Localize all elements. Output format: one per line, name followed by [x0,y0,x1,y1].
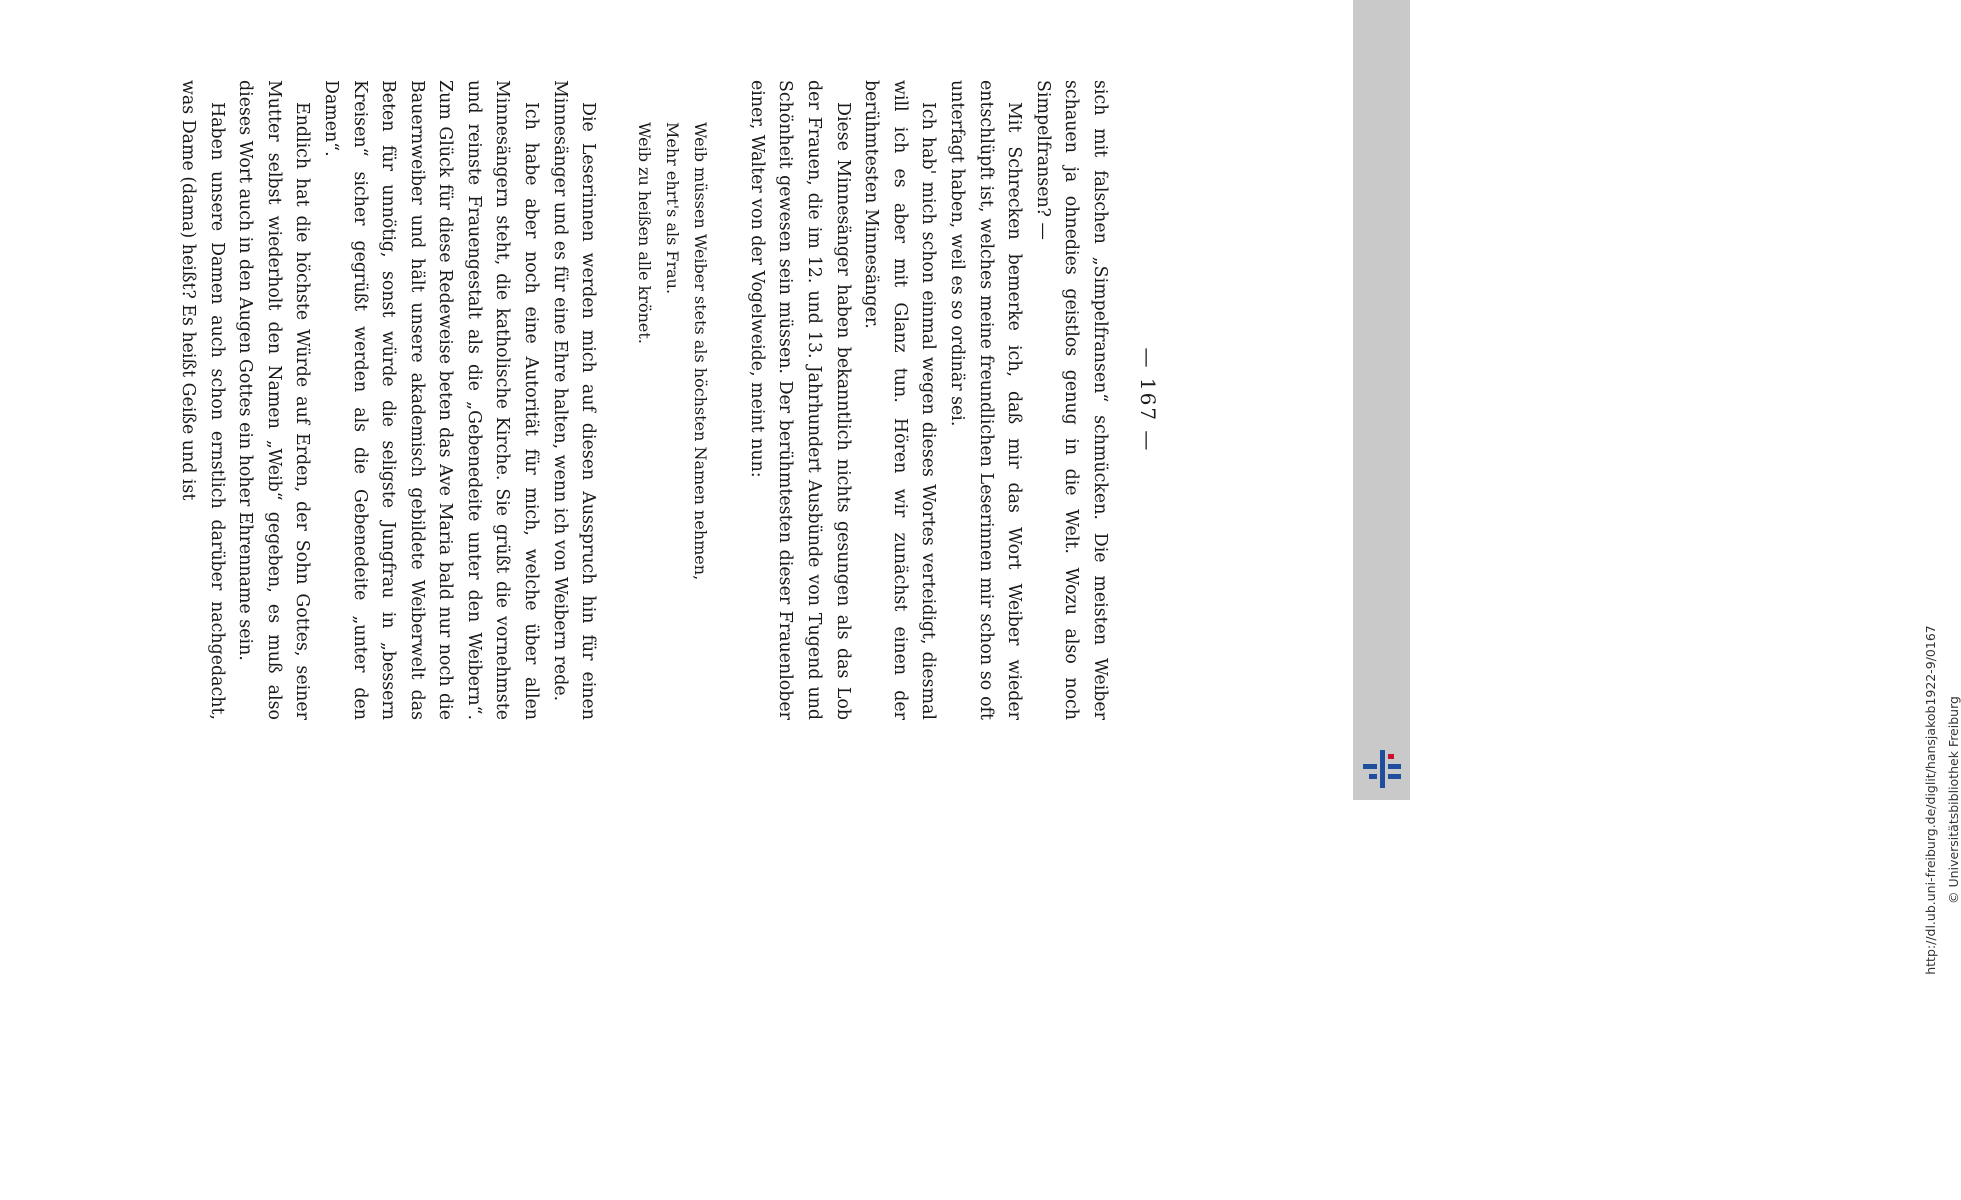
source-url[interactable]: http://dl.ub.uni-freiburg.de/diglit/hansjakob1922-9/0167 [1923,625,1938,975]
poem-line: Weib zu heißen alle krönet. [635,122,655,344]
paragraph: Mit Schrecken bemerke ich, daß mir das Wort Weiber wieder entschlüpft ist, welches meine freundlichen Leserinnen mir schon so oft unterfagt haben, weil es so ordinär sei. [947,80,1025,720]
paragraph: Endlich hat die höchste Würde auf Erden, der Sohn Gottes, seiner Mutter selbst wiederholt den Namen „Weib“ gegeben, es muß also dieses Wort auch in den Augen Gottes ein hoher Ehrenname sein. [235,80,313,720]
scanned-page [100,80,1160,720]
info-sidebar [1353,0,1961,975]
library-logo-icon [1361,748,1403,790]
paragraph: Ich habe aber noch eine Autorität für mich, welche über allen Minnesängern steht, die katholische Kirche. Sie grüßt die vornehmste und reinste Frauengestalt als die „Gebenedeite unter den Weibern“. Zum Glück für diese Redeweise beten das Ave Maria bald nur noch die Bauernweiber und hält unsere akademisch gebildete Weiberwelt das Beten für unnötig, sonst würde die seligste Jungfrau in „bessern Kreisen“ sicher gegrüßt werden als die Gebenedeite „unter den Damen“. [320,80,542,720]
paragraph: Ich hab' mich schon einmal wegen dieses Wortes verteidigt, diesmal will ich es aber mit Glanz tun. Hören wir zunächst einen der berühmtesten Minnesänger. [861,80,939,720]
paragraph: Haben unsere Damen auch schon ernstlich darüber nachgedacht, was Dame (dama) heißt? Es heißt Geiße und ist [177,80,227,720]
paragraph: Diese Minnesänger haben bekanntlich nichts gesungen als das Lob der Frauen, die im 12. und 13. Jahrhundert Ausbünde von Tugend und Schönheit gewesen sein müssen. Der berühmtesten dieser Frauenlober einer, Walter von der Vogelweide, meint nun: [746,80,853,720]
poem-line: Mehr ehrt's als Frau. [663,122,683,295]
copyright-notice: © Universitätsbibliothek Freiburg [1946,696,1961,904]
poem-line: Weib müssen Weiber stets als höchsten Namen nehmen, [691,122,711,581]
paragraph: sich mit falschen „Simpelfransen“ schmücken. Die meisten Weiber schauen ja ohnedies geistlos genug in die Welt. Wozu also noch Simpelfransen? — [1032,80,1110,720]
paragraph: Die Leserinnen werden mich auf diesen Ausspruch hin für einen Minnesänger und es für eine Ehre halten, wenn ich von Weibern rede. [549,80,599,720]
page-number: — 167 — [1136,347,1160,453]
poem-quote [630,122,714,720]
